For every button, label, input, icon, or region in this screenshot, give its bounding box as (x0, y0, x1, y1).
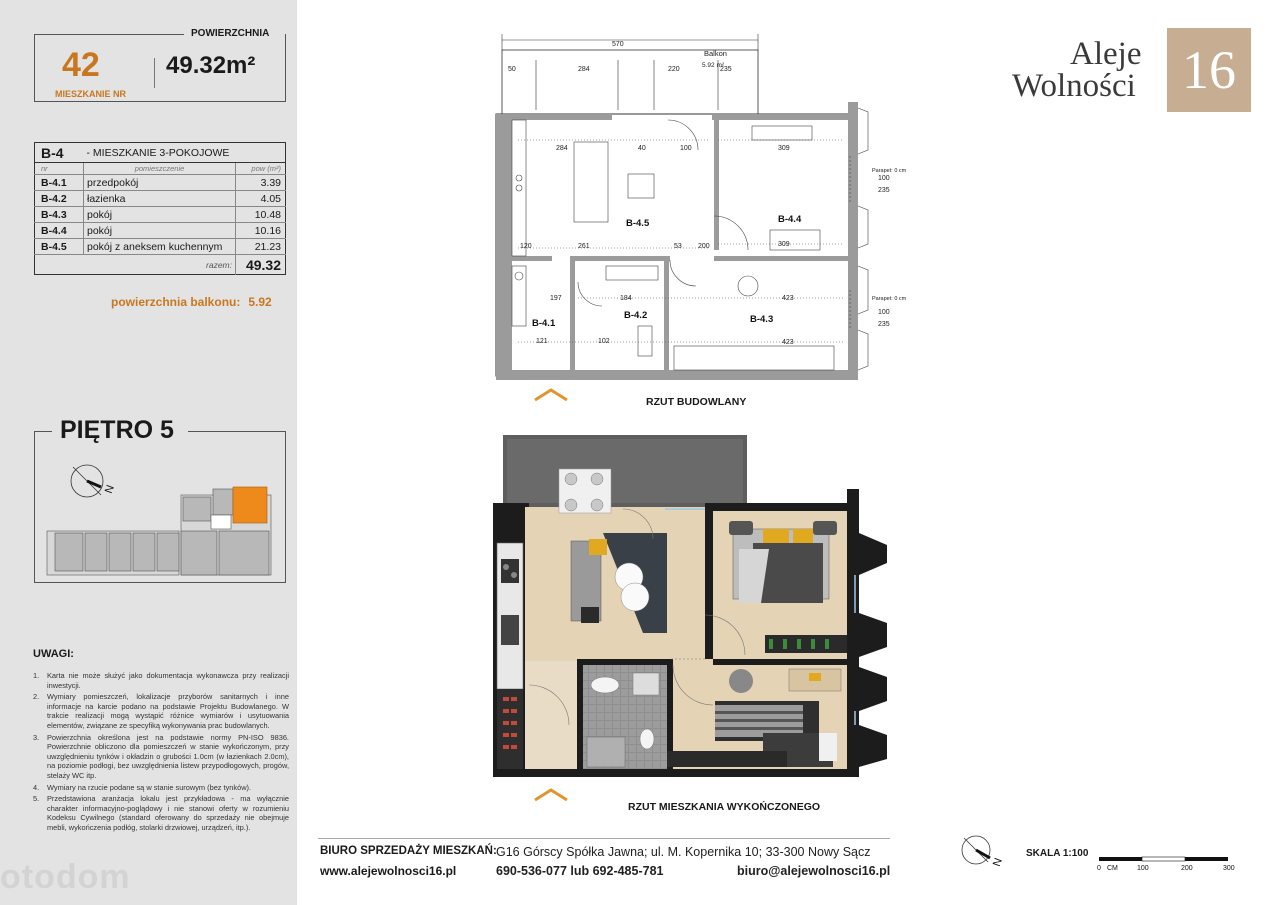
balcony-value: 5.92 (248, 295, 272, 309)
list-item: 1. Karta nie może służyć jako dokumentacja wykonawcza przy realizacji inwestycji. (33, 671, 289, 690)
notes-title: UWAGI: (33, 648, 74, 660)
svg-text:121: 121 (536, 338, 548, 345)
floor-locator-box (34, 431, 286, 583)
svg-text:100: 100 (1137, 865, 1149, 872)
balkon-label: Balkon (704, 49, 727, 58)
balkon-area: 5.92 m² (702, 62, 725, 69)
svg-text:197: 197 (550, 295, 562, 302)
svg-text:261: 261 (578, 243, 590, 250)
svg-text:100: 100 (878, 175, 890, 182)
svg-text:235: 235 (878, 187, 890, 194)
col-area: pow (m²) (236, 163, 286, 175)
room-label-b45: B-4.5 (626, 218, 650, 229)
building-locator (35, 431, 285, 581)
logo-number-box: 16 (1167, 28, 1251, 112)
footer-rule (318, 838, 890, 839)
list-item: 2. Wymiary pomieszczeń, lokalizacje przyborów sanitarnych i inne informacje na karcie podano na podstawie Projektu Budowlanego. W trakcie realizacji mogą wystąpić różnice wymiarów i usytuowania elementów, związane ze specyfiką wykonywania prac budowlanych. (33, 692, 289, 730)
svg-text:Parapet: 0 cm: Parapet: 0 cm (872, 296, 907, 302)
floor-title: PIĘTRO 5 (60, 416, 174, 444)
svg-text:200: 200 (698, 243, 710, 250)
svg-text:423: 423 (782, 295, 794, 302)
svg-text:570: 570 (612, 41, 624, 48)
table-row: B-4.4 pokój 10.16 (35, 223, 286, 239)
svg-text:235: 235 (720, 66, 732, 73)
svg-text:N: N (990, 856, 1005, 869)
scale-label: SKALA 1:100 (1026, 848, 1089, 859)
svg-text:50: 50 (508, 66, 516, 73)
svg-text:102: 102 (598, 338, 610, 345)
scale-bar (1097, 856, 1239, 876)
sales-office-title: BIURO SPRZEDAŻY MIESZKAŃ: (320, 845, 497, 857)
compass-icon (952, 828, 1012, 876)
company-address: G16 Górscy Spółka Jawna; ul. M. Kopernika 10; 33-300 Nowy Sącz (496, 845, 871, 859)
svg-text:284: 284 (556, 145, 568, 152)
info-sidebar (0, 0, 297, 905)
apartment-number: 42 (62, 46, 100, 84)
svg-text:220: 220 (668, 66, 680, 73)
room-label-b43: B-4.3 (750, 314, 774, 325)
construction-plan-label: RZUT BUDOWLANY (646, 396, 747, 408)
svg-text:120: 120 (520, 243, 532, 250)
list-item: 5. Przedstawiona aranżacja lokalu jest przykładowa - ma wyłącznie charakter informacyjno-poglądowy i nie stanowi oferty w rozumieniu Kodeksu Cywilnego (standard oferowany do sprzedaży nie obejmuje mebli, wykończenia podłóg, stolarki drzwiowej, urządzeń, itp.). (33, 794, 289, 832)
col-nr: nr (35, 163, 84, 175)
svg-text:184: 184 (620, 295, 632, 302)
entrance-arrow-icon (533, 388, 569, 402)
table-row: B-4.3 pokój 10.48 (35, 207, 286, 223)
svg-text:309: 309 (778, 241, 790, 248)
svg-text:300: 300 (1223, 865, 1235, 872)
list-item: 3. Powierzchnia określona jest na podstawie normy PN-ISO 9836. Powierzchnie obliczono dla pomieszczeń w stanie wykończonym, przy uwzględnieniu tynków i okładzin o grubości 1.0cm (w łazienkach 2.0cm), na poziomie podłogi, bez uwzględnienia listew przypodłogowych, progów, stelaży WC itp. (33, 732, 289, 780)
svg-text:40: 40 (638, 145, 646, 152)
entrance-arrow-icon (533, 788, 569, 802)
svg-text:309: 309 (778, 145, 790, 152)
list-item: 4. Wymiary na rzucie podane są w stanie surowym (bez tynków). (33, 782, 252, 792)
svg-text:0: 0 (1097, 865, 1101, 872)
balcony-area (111, 295, 272, 309)
svg-text:53: 53 (674, 243, 682, 250)
construction-floor-plan (488, 30, 907, 385)
website-link[interactable]: www.alejewolnosci16.pl (320, 864, 457, 878)
header-divider (154, 58, 155, 88)
table-type: - MIESZKANIE 3-POKOJOWE (84, 143, 286, 163)
svg-text:100: 100 (680, 145, 692, 152)
area-label: POWIERZCHNIA (188, 28, 272, 39)
total-label: razem: (206, 259, 232, 270)
rooms-table (34, 142, 286, 275)
logo-text-line2: Wolności (1012, 68, 1136, 104)
table-row: B-4.5 pokój z aneksem kuchennym 21.23 (35, 239, 286, 255)
furnished-plan-label: RZUT MIESZKANIA WYKOŃCZONEGO (628, 801, 821, 813)
svg-text:284: 284 (578, 66, 590, 73)
room-label-b42: B-4.2 (624, 310, 648, 321)
svg-text:Parapet: 0 cm: Parapet: 0 cm (872, 168, 907, 174)
apartment-number-label: MIESZKANIE NR (52, 89, 129, 99)
svg-text:423: 423 (782, 339, 794, 346)
logo-text-line1: Aleje (1070, 36, 1142, 72)
room-label-b44: B-4.4 (778, 214, 802, 225)
total-value: 49.32 (236, 255, 286, 275)
furnished-floor-plan (493, 433, 893, 783)
email-link[interactable]: biuro@alejewolnosci16.pl (737, 864, 891, 878)
balcony-label: powierzchnia balkonu: (111, 295, 241, 309)
svg-text:200: 200 (1181, 865, 1193, 872)
area-value: 49.32m² (166, 52, 256, 79)
svg-text:CM: CM (1107, 865, 1118, 872)
svg-text:100: 100 (878, 309, 890, 316)
table-code: B-4 (35, 143, 84, 163)
phone-numbers[interactable]: 690-536-077 lub 692-485-781 (496, 864, 664, 878)
table-row: B-4.1 przedpokój 3.39 (35, 175, 286, 191)
svg-text:N: N (102, 483, 117, 496)
table-row: B-4.2 łazienka 4.05 (35, 191, 286, 207)
compass-icon (71, 465, 117, 497)
col-room: pomieszczenie (84, 163, 236, 175)
svg-text:235: 235 (878, 321, 890, 328)
room-label-b41: B-4.1 (532, 318, 556, 329)
building-outline (47, 487, 271, 575)
notes-list (33, 671, 289, 835)
watermark: otodom (0, 858, 131, 896)
